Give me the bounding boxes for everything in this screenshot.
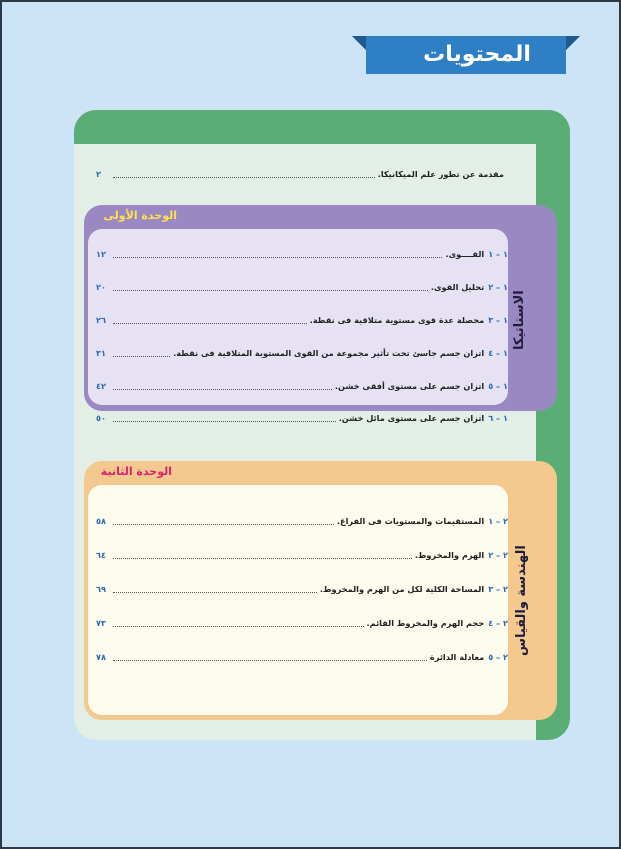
toc-row-page: ٢٠ bbox=[96, 282, 106, 292]
toc-row-title: الهرم والمخروط. bbox=[414, 550, 485, 560]
toc-row-dots bbox=[113, 250, 442, 258]
toc-row-2-5[interactable] bbox=[96, 648, 508, 666]
toc-row-1-4[interactable] bbox=[96, 344, 508, 362]
toc-row-dots bbox=[113, 170, 375, 178]
toc-row-title: مقدمة عن تطور علم الميكانيكا. bbox=[377, 169, 504, 179]
toc-row-page: ٥٠ bbox=[96, 413, 106, 423]
toc-row-dots bbox=[113, 349, 170, 357]
toc-row-page: ٣١ bbox=[96, 348, 106, 358]
toc-row-page: ٢٦ bbox=[96, 315, 106, 325]
toc-row-dots bbox=[113, 551, 412, 559]
toc-row-title: تحليل القوى. bbox=[430, 282, 485, 292]
toc-row-2-2[interactable] bbox=[96, 546, 508, 564]
toc-row-title: اتزان جسم على مستوى مائل خشن. bbox=[338, 413, 485, 423]
toc-row-dots bbox=[113, 517, 334, 525]
toc-row-title: القــــوى. bbox=[445, 249, 485, 259]
unit2-side-label: الهندسة والقياس bbox=[514, 545, 529, 657]
toc-row-page: ٦٤ bbox=[96, 550, 106, 560]
toc-row-number: ١ – ٤ bbox=[488, 348, 508, 358]
card-top-band bbox=[74, 110, 570, 144]
toc-row-title: المساحة الكلية لكل من الهرم والمخروط. bbox=[319, 584, 485, 594]
toc-row-page: ٧٨ bbox=[96, 652, 106, 662]
toc-row-1-2[interactable] bbox=[96, 278, 508, 296]
toc-row-dots bbox=[113, 283, 428, 291]
toc-row-title: حجم الهرم والمخروط القائم. bbox=[366, 618, 485, 628]
toc-row-number: ٢ – ٣ bbox=[488, 584, 508, 594]
toc-row-number: ٢ – ١ bbox=[488, 516, 508, 526]
toc-row-page: ٧٣ bbox=[96, 618, 106, 628]
toc-row-2-3[interactable] bbox=[96, 580, 508, 598]
unit1-side-label: الاستاتيكا bbox=[512, 290, 527, 350]
unit1-header: الوحدة الأولى bbox=[103, 209, 177, 222]
toc-row-number: ١ – ٥ bbox=[488, 381, 508, 391]
toc-row-1-1[interactable] bbox=[96, 245, 508, 263]
toc-row-1-5[interactable] bbox=[96, 377, 508, 395]
toc-row-number: ٢ – ٤ bbox=[488, 618, 508, 628]
toc-row-number: ١ – ٢ bbox=[488, 282, 508, 292]
toc-row-title: اتزان جسم جاسئ تحت تأثير مجموعة من القوى المستوية المتلاقية فى نقطة. bbox=[173, 348, 485, 358]
toc-row-number: ١ – ٣ bbox=[488, 315, 508, 325]
toc-row-intro[interactable] bbox=[96, 165, 508, 183]
toc-row-dots bbox=[113, 414, 336, 422]
toc-row-1-3[interactable] bbox=[96, 311, 508, 329]
toc-row-1-6[interactable] bbox=[96, 409, 508, 427]
toc-row-title: اتزان جسم على مستوى أفقى خشن. bbox=[334, 381, 485, 391]
toc-row-number: ١ – ٦ bbox=[488, 413, 508, 423]
title-banner bbox=[352, 36, 580, 74]
toc-row-page: ٦٩ bbox=[96, 584, 106, 594]
toc-row-dots bbox=[113, 653, 427, 661]
toc-row-2-4[interactable] bbox=[96, 614, 508, 632]
toc-row-2-1[interactable] bbox=[96, 512, 508, 530]
toc-row-title: محصلة عدة قوى مستوية متلاقية فى نقطة. bbox=[309, 315, 485, 325]
toc-row-dots bbox=[113, 382, 332, 390]
page-title: المحتويات bbox=[423, 42, 531, 67]
toc-row-page: ٥٨ bbox=[96, 516, 106, 526]
toc-row-dots bbox=[113, 585, 317, 593]
toc-row-dots bbox=[113, 619, 364, 627]
toc-row-dots bbox=[113, 316, 307, 324]
toc-row-page: ٢ bbox=[96, 169, 101, 179]
toc-row-title: معادلة الدائرة bbox=[429, 652, 485, 662]
toc-row-page: ١٢ bbox=[96, 249, 106, 259]
toc-row-title: المستقيمات والمستويات فى الفراغ. bbox=[336, 516, 485, 526]
toc-row-page: ٤٢ bbox=[96, 381, 106, 391]
toc-row-number: ١ – ١ bbox=[488, 249, 508, 259]
toc-row-number: ٢ – ٢ bbox=[488, 550, 508, 560]
unit2-header: الوحدة الثانية bbox=[100, 465, 172, 478]
toc-row-number: ٢ – ٥ bbox=[488, 652, 508, 662]
